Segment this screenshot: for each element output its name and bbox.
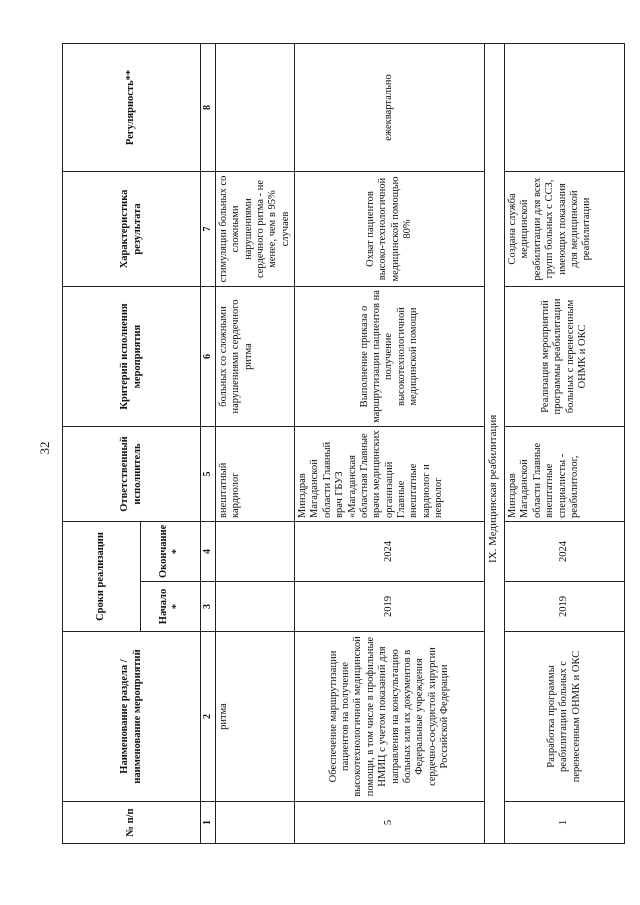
cell-criterion: Реализация мероприятий программы реабилитации больных с перенесенным ОНМК и ОКС: [505, 287, 625, 427]
header-num: № п/п: [63, 802, 201, 844]
section-title: IX. Медицинская реабилитация: [485, 44, 505, 844]
cell-result: стимуляции больных со сложными нарушениями сердечного ритма - не менее, чем в 95% случаев: [215, 172, 294, 287]
cell-regularity: [215, 44, 294, 172]
cell-criterion: Выполнение приказа о маршрутизации пациентов на получение высокотехнологичной медицинской помощи: [295, 287, 485, 427]
cell-end: 2024: [505, 522, 625, 582]
cell-responsible: Минздрав Магаданской области Главные внештатные специалисты - реабилитолог,: [505, 427, 625, 522]
col-number: 8: [201, 44, 216, 172]
cell-criterion: больных со сложными нарушениями сердечного ритма: [215, 287, 294, 427]
col-number: 3: [201, 582, 216, 632]
rotated-table-container: [62, 44, 628, 844]
section-row: [485, 44, 505, 844]
header-start: Начало *: [141, 582, 201, 632]
cell-start: [215, 582, 294, 632]
cell-num: 5: [295, 802, 485, 844]
col-number: 5: [201, 427, 216, 522]
header-result: Характеристика результата: [63, 172, 201, 287]
cell-name: Обеспечение маршрутизации пациентов на получение высокотехнологичной медицинской помощи, в том числе в профильные НМИЦ с учетом показаний для направления на консультацию больных или их документов в Федеральные учреждения сердечно-сосудистой хирургии Российской Федерации: [295, 632, 485, 802]
column-number-row: [201, 44, 216, 844]
header-name: Наименование раздела /наименование мероприятий: [63, 632, 201, 802]
table-row: [215, 44, 294, 844]
cell-name: Разработка программы реабилитации больных с перенесенным ОНМК и ОКС: [505, 632, 625, 802]
cell-start: 2019: [295, 582, 485, 632]
col-number: 7: [201, 172, 216, 287]
header-period: Сроки реализации: [63, 522, 141, 632]
table-row: [505, 44, 625, 844]
col-number: 2: [201, 632, 216, 802]
cell-responsible: внештатный кардиолог: [215, 427, 294, 522]
cell-regularity: ежеквартально: [295, 44, 485, 172]
cell-result: Охват пациентов высоко-технологичной медицинской помощью 80%: [295, 172, 485, 287]
header-responsible: Ответственный исполнитель: [63, 427, 201, 522]
cell-name: ритма: [215, 632, 294, 802]
cell-end: [215, 522, 294, 582]
cell-num: [215, 802, 294, 844]
header-regularity: Регулярность**: [63, 44, 201, 172]
measures-table: [62, 43, 625, 844]
col-number: 6: [201, 287, 216, 427]
page-number: 32: [37, 441, 52, 455]
cell-responsible: Минздрав Магаданской области Главный врач ГБУЗ «Магаданская областная Главные врачи медицинских организаций Главные внештатные кардиолог и невролог: [295, 427, 485, 522]
table-row: [295, 44, 485, 844]
cell-regularity: [505, 44, 625, 172]
header-end: Окончание *: [141, 522, 201, 582]
cell-start: 2019: [505, 582, 625, 632]
cell-num: 1: [505, 802, 625, 844]
cell-end: 2024: [295, 522, 485, 582]
col-number: 1: [201, 802, 216, 844]
header-criterion: Критерий исполнения мероприятия: [63, 287, 201, 427]
cell-result: Создана служба медицинской реабилитации для всех групп больных с ССЗ, имеющих показания для медицинской реабилитации: [505, 172, 625, 287]
col-number: 4: [201, 522, 216, 582]
